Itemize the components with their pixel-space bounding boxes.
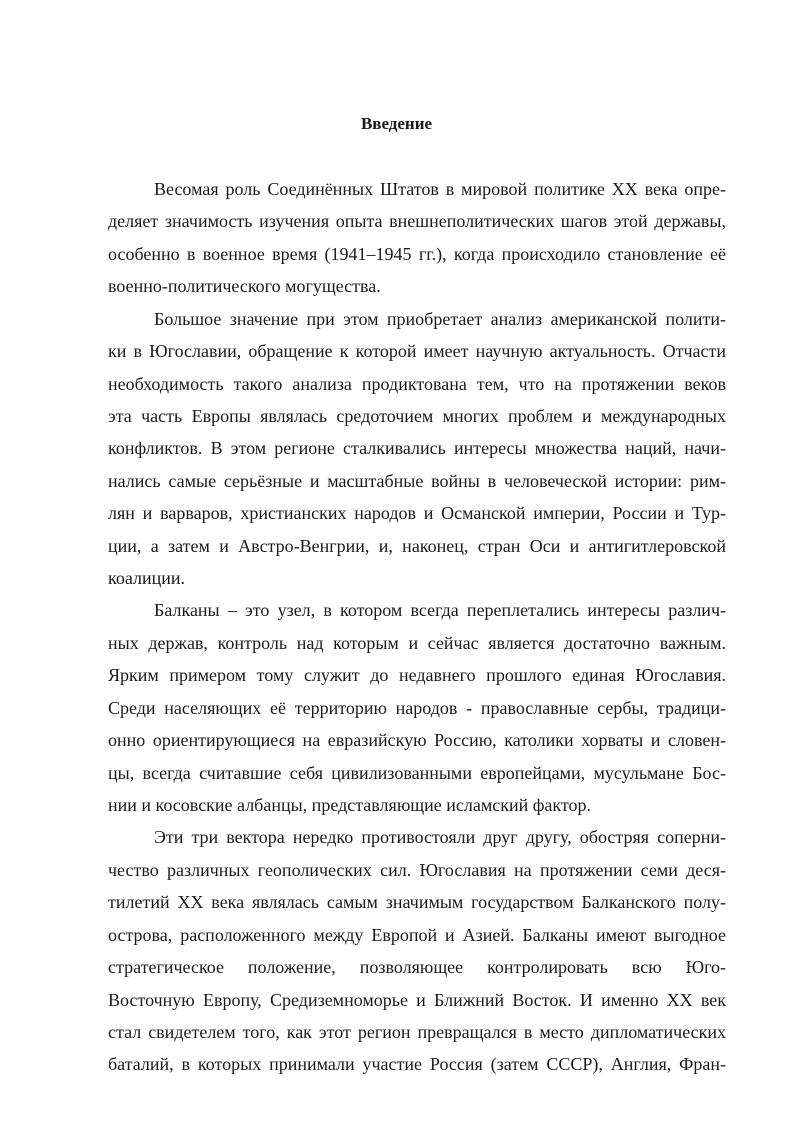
text-line: стратегическое положение, позволяющее контролировать всю Юго- bbox=[108, 957, 726, 977]
text-line: ции, а затем и Австро-Венгрии, и, наконец, стран Оси и антигитлеровской bbox=[108, 536, 726, 556]
text-line: ных держав, контроль над которым и сейчас является достаточно важным. bbox=[108, 633, 726, 653]
text-line: нии и косовские албанцы, представляющие исламский фактор. bbox=[108, 795, 592, 815]
text-line: лян и варваров, христианских народов и Османской империи, России и Тур- bbox=[108, 503, 726, 523]
text-line: стал свидетелем того, как этот регион превращался в место дипломатических bbox=[108, 1022, 726, 1042]
text-line: тилетий XX века являлась самым значимым государством Балканского полу- bbox=[108, 892, 726, 912]
text-line: Эти три вектора нередко противостояли друг другу, обостряя соперни- bbox=[154, 827, 726, 847]
text-line: Большое значение при этом приобретает анализ американской полити- bbox=[154, 309, 726, 329]
text-line: необходимость такого анализа продиктована тем, что на протяжении веков bbox=[108, 374, 726, 394]
text-line: военно-политического могущества. bbox=[108, 276, 381, 296]
text-line: Весомая роль Соединённых Штатов в мировой политике XX века опре- bbox=[154, 179, 726, 199]
text-line: коалиции. bbox=[108, 568, 185, 588]
text-line: баталий, в которых принимали участие Россия (затем СССР), Англия, Фран- bbox=[108, 1054, 726, 1074]
page-title: Введение bbox=[360, 114, 433, 133]
text-line: острова, расположенного между Европой и Азией. Балканы имеют выгодное bbox=[108, 925, 726, 945]
text-line: Среди населяющих её территорию народов - православные сербы, традици- bbox=[108, 698, 726, 718]
text-line: чество различных геополических сил. Югославия на протяжении семи деся- bbox=[108, 860, 726, 880]
text-line: особенно в военное время (1941–1945 гг.), когда происходило становление её bbox=[108, 244, 726, 264]
text-line: цы, всегда считавшие себя цивилизованными европейцами, мусульмане Бос- bbox=[108, 763, 726, 783]
text-line: деляет значимость изучения опыта внешнеполитических шагов этой державы, bbox=[108, 211, 726, 231]
text-line: Восточную Европу, Средиземноморье и Ближний Восток. И именно XX век bbox=[108, 990, 726, 1010]
text-line: ки в Югославии, обращение к которой имеет научную актуальность. Отчасти bbox=[108, 341, 726, 361]
text-line: Ярким примером тому служит до недавнего прошлого единая Югославия. bbox=[108, 665, 726, 685]
text-line: Балканы – это узел, в котором всегда переплетались интересы различ- bbox=[154, 600, 726, 620]
text-line: конфликтов. В этом регионе сталкивались интересы множества наций, начи- bbox=[108, 438, 726, 458]
text-line: нались самые серьёзные и масштабные войны в человеческой истории: рим- bbox=[108, 471, 726, 491]
text-line: онно ориентирующиеся на евразийскую Россию, католики хорваты и словен- bbox=[108, 730, 726, 750]
text-line: эта часть Европы являлась средоточием многих проблем и международных bbox=[108, 406, 726, 426]
